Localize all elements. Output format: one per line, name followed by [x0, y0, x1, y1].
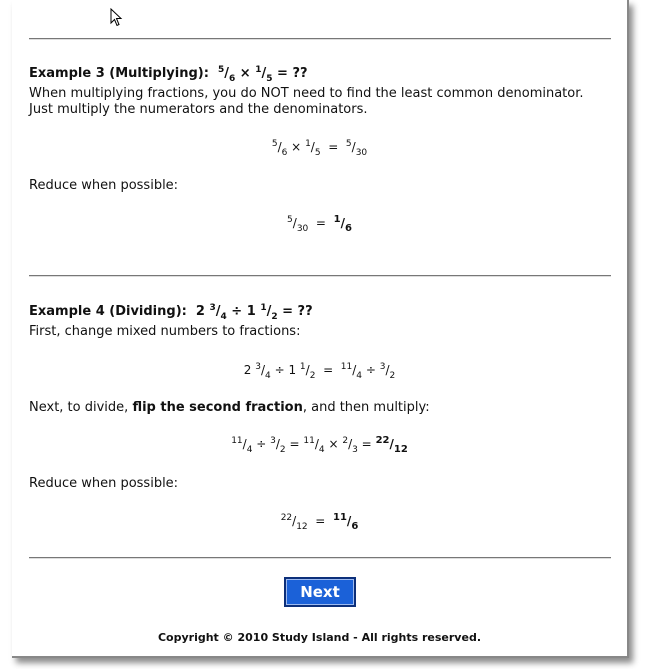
flip-emphasis: flip the second fraction [132, 400, 303, 415]
divider [29, 557, 611, 559]
example-3-text-line1: When multiplying fractions, you do NOT need to find the least common denominator. [29, 86, 584, 101]
example-3-answer: $^1/_6$ [333, 214, 352, 234]
example-4-title: Example 4 (Dividing): 2 $^3/_4 \div 1$ $^1/_2$ = ?? [29, 303, 313, 322]
example-4-equation-3: $^{22}/_{12} = ^{11}/_6$ [280, 512, 359, 532]
example-4-equation-1: 2 $^3/_4 \div 1$ $^1/_2 = ^{11}/_4 \div ^3/_2$ [243, 362, 396, 381]
next-button[interactable]: Next [284, 577, 356, 607]
divider [29, 275, 611, 277]
example-4-step-1: First, change mixed numbers to fractions: [29, 324, 301, 339]
example-3-equation-1: $^5/_6 \times ^1/_5 = ^5/_{30}$ [271, 139, 368, 158]
example-4-reduce-label: Reduce when possible: [29, 476, 179, 491]
example-4-answer: $^{11}/_6$ [333, 512, 359, 532]
example-3-text-line2: Just multiply the numerators and the denominators. [29, 102, 368, 117]
example-4-step-2: Next, to divide, flip the second fraction, and then multiply: [29, 400, 430, 415]
example-3-title: Example 3 (Multiplying): $^5/_6 \times ^1/_5$ = ?? [29, 65, 308, 84]
divider [29, 38, 611, 40]
example-4-equation-2: $^{11}/_4 \div ^3/_2 = ^{11}/_4 \times ^2/_3 = ^{22}/_{12}$ [231, 435, 408, 455]
copyright-footer: Copyright © 2010 Study Island - All rights reserved. [157, 631, 481, 644]
example-4-expression: 2 $^3/_4 \div 1$ $^1/_2$ = ?? [195, 303, 313, 322]
example-4-product: $^{22}/_{12}$ [375, 435, 408, 455]
example-3-expression: $^5/_6 \times ^1/_5$ = ?? [217, 65, 308, 84]
mouse-cursor-icon [110, 8, 124, 28]
example-3-reduce-label: Reduce when possible: [29, 178, 179, 193]
example-3-equation-2: $^5/_{30} = ^1/_6$ [287, 214, 352, 234]
lesson-page [12, 0, 629, 658]
